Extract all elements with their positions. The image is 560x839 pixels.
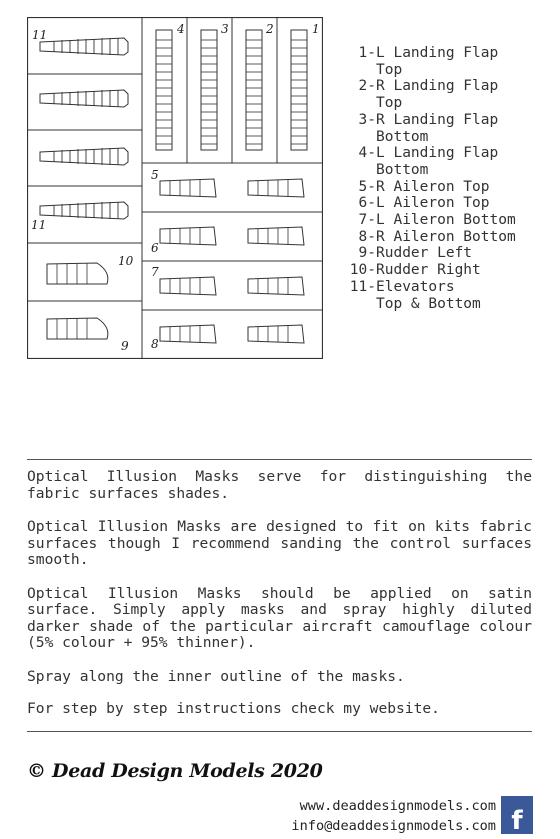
elevator-mask xyxy=(40,202,128,219)
legend-item: 6- L Aileron Top xyxy=(358,195,490,212)
cell-number: 5 xyxy=(151,168,159,182)
cell-number: 11 xyxy=(31,218,47,232)
instruction-paragraph: Optical Illusion Masks should be applied on satin surface. Simply apply masks and spray highly diluted darker shade of the particular aircraft camouflage colour (5% colour + 95% thinner). xyxy=(27,584,532,651)
cell-number: 11 xyxy=(32,28,48,42)
legend-item: 8- R Aileron Bottom xyxy=(358,228,516,245)
cell-number: 1 xyxy=(312,22,320,36)
instruction-paragraph: Optical Illusion Masks are designed to fit on kits fabric surfaces though I recommend sanding the control surfaces smooth. xyxy=(27,518,532,568)
parts-legend xyxy=(338,45,553,312)
legend-item: 10- Rudder Right xyxy=(349,262,481,279)
website-link[interactable]: www.deaddesignmodels.com xyxy=(299,798,496,814)
aileron-mask xyxy=(248,277,304,295)
rudder-mask xyxy=(47,318,108,339)
brand-copyright: © Dead Design Models 2020 xyxy=(27,760,323,782)
cell-number: 6 xyxy=(151,241,159,255)
cell-number: 4 xyxy=(177,22,185,36)
aileron-mask xyxy=(160,227,216,245)
contact-info xyxy=(291,796,496,836)
legend-item: 2- R Landing Flap Top xyxy=(358,78,499,112)
cell-number: 10 xyxy=(118,254,134,268)
flap-mask xyxy=(156,30,172,150)
flap-mask xyxy=(291,30,307,150)
elevator-mask xyxy=(40,148,128,165)
legend-item: 7- L Aileron Bottom xyxy=(358,212,516,229)
mask-sheet xyxy=(27,17,323,359)
cell-number: 7 xyxy=(151,265,159,279)
elevator-mask xyxy=(40,90,128,107)
flap-mask xyxy=(201,30,217,150)
instructions xyxy=(27,469,532,735)
aileron-mask xyxy=(160,325,216,343)
email-link[interactable]: info@deaddesignmodels.com xyxy=(291,818,496,834)
top-divider xyxy=(27,459,532,460)
legend-item: 11- Elevators Top & Bottom xyxy=(349,278,481,312)
instruction-paragraph: Optical Illusion Masks serve for distinguishing the fabric surfaces shades. xyxy=(27,468,532,502)
aileron-mask xyxy=(248,325,304,343)
bottom-divider xyxy=(27,731,532,732)
instruction-paragraph: For step by step instructions check my website. xyxy=(27,700,440,717)
cell-number: 3 xyxy=(221,22,229,36)
legend-item: 4- L Landing Flap Bottom xyxy=(358,145,499,178)
sheet-grid xyxy=(27,17,323,359)
rudder-mask xyxy=(47,263,108,284)
facebook-icon[interactable]: f xyxy=(501,796,533,834)
legend-item: 1- L Landing Flap Top xyxy=(358,45,499,78)
cell-number: 2 xyxy=(266,22,274,36)
aileron-mask xyxy=(248,179,304,197)
mask-sheet-drawing xyxy=(27,17,323,359)
legend-item: 3- R Landing Flap Bottom xyxy=(358,111,499,145)
legend-item: 9- Rudder Left xyxy=(358,245,473,262)
flap-mask xyxy=(246,30,262,150)
legend-item: 5- R Aileron Top xyxy=(358,178,490,195)
aileron-mask xyxy=(160,179,216,197)
aileron-mask xyxy=(248,227,304,245)
cell-number: 9 xyxy=(121,339,129,353)
instruction-paragraph: Spray along the inner outline of the masks. xyxy=(27,667,405,685)
elevator-mask xyxy=(40,38,128,55)
aileron-mask xyxy=(160,277,216,295)
cell-number: 8 xyxy=(151,337,159,351)
